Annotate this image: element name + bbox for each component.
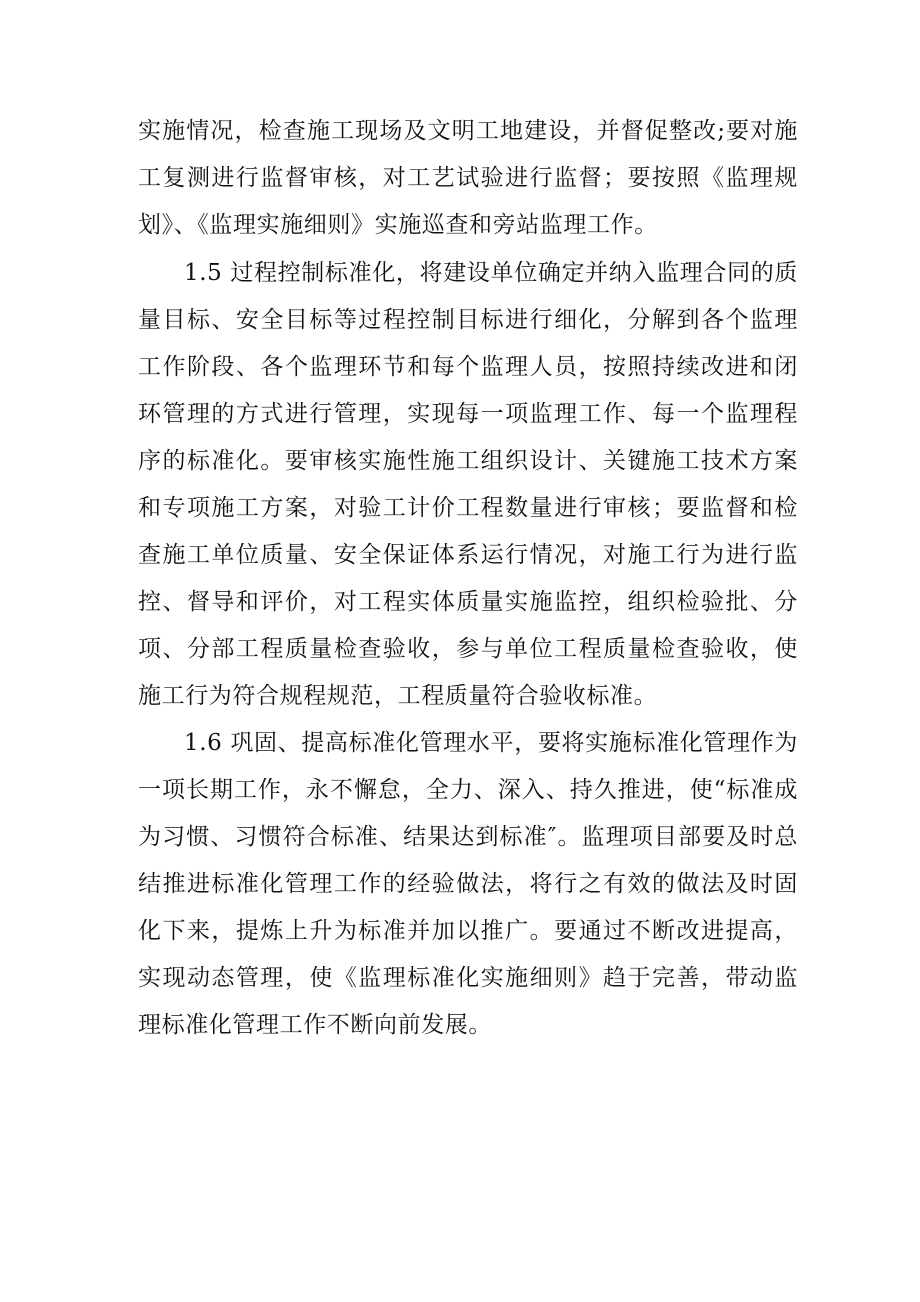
paragraph-section-1-6: 1.6 巩固、提高标准化管理水平，要将实施标准化管理作为一项长期工作，永不懈怠，全力、深入、持久推进，使“标准成为习惯、习惯符合标准、结果达到标准″。监理项目部要及时总结推进标准化管理工作的经验做法，将行之有效的做法及时固化下来，提炼上升为标准并加以推广。要通过不断改进提高，实现动态管理，使《监理标准化实施细则》趋于完善，带动监理标准化管理工作不断向前发展。	[138, 730, 798, 1038]
paragraph-section-1-5: 1.5 过程控制标准化，将建设单位确定并纳入监理合同的质量目标、安全目标等过程控制目标进行细化，分解到各个监理工作阶段、各个监理环节和每个监理人员，按照持续改进和闭环管理的方式进行管理，实现每一项监理工作、每一个监理程序的标准化。要审核实施性施工组织设计、关键施工技术方案和专项施工方案，对验工计价工程数量进行审核；要监督和检查施工单位质量、安全保证体系运行情况，对施工行为进行监控、督导和评价，对工程实体质量实施监控，组织检验批、分项、分部工程质量检查验收，参与单位工程质量检查验收，使施工行为符合规程规范，工程质量符合验收标准。	[138, 260, 798, 709]
paragraph-continuation: 实施情况，检查施工现场及文明工地建设，并督促整改;要对施工复测进行监督审核，对工艺试验进行监督；要按照《监理规划》、《监理实施细则》实施巡查和旁站监理工作。	[138, 118, 798, 238]
